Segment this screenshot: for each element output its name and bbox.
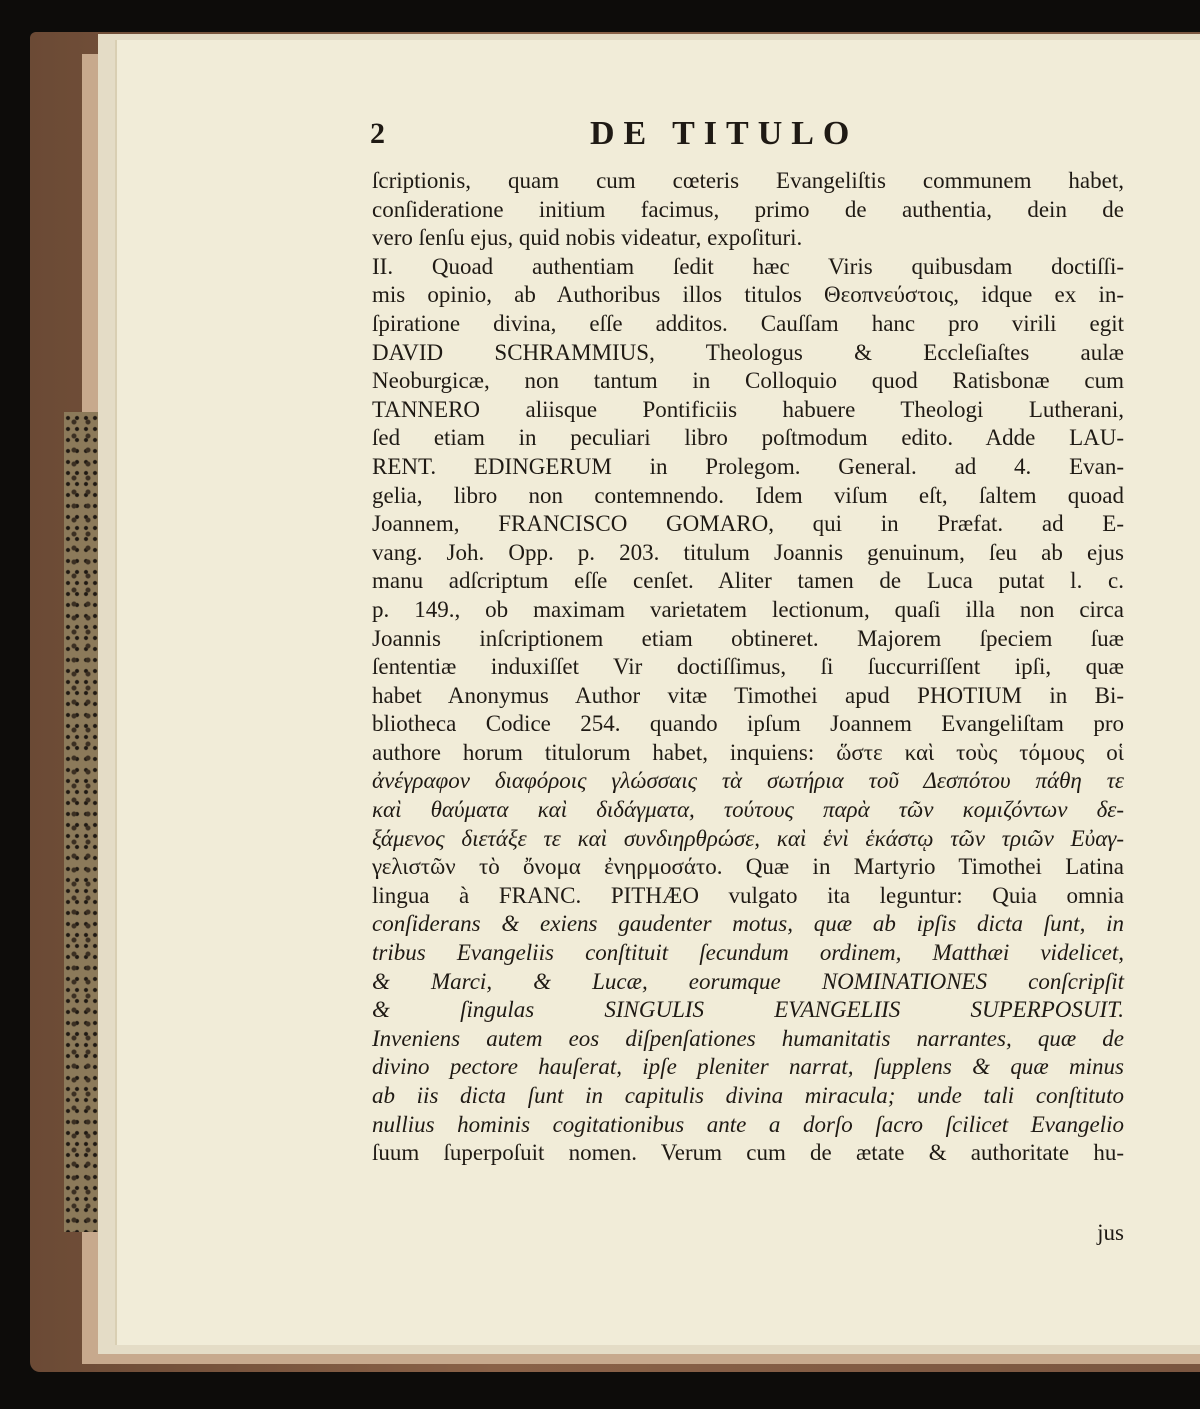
- text-line: divino pectore hauſerat, ipſe pleniter narrat, ſupplens & quæ minus: [372, 1054, 1124, 1080]
- text-line: ſed etiam in peculiari libro poſtmodum edito. Adde LAU-: [372, 425, 1124, 451]
- text-line: Joannis inſcriptionem etiam obtineret. Majorem ſpeciem ſuæ: [372, 625, 1124, 651]
- text-line: bliotheca Codice 254. quando ipſum Joannem Evangeliſtam pro: [372, 711, 1124, 737]
- text-line: II. Quoad authentiam ſedit hæc Viris quibusdam doctiſſi-: [372, 253, 1124, 279]
- catchword: jus: [1097, 1220, 1124, 1245]
- page-header: [260, 115, 1135, 163]
- text-line: DAVID SCHRAMMIUS, Theologus & Eccleſiaſtes aulæ: [372, 339, 1124, 365]
- text-line: mis opinio, ab Authoribus illos titulos Θεοπνεύστοις, idque ex in-: [372, 282, 1124, 308]
- text-line: ab iis dicta ſunt in capitulis divina miracula; unde tali conſtituto: [372, 1083, 1124, 1108]
- text-line: authore horum titulorum habet, inquiens: ὥστε καὶ τοὺς τόμους οἱ: [372, 739, 1124, 765]
- page-number: 2: [370, 117, 385, 150]
- text-line: p. 149., ob maximam varietatem lectionum, quaſi illa non circa: [372, 596, 1124, 622]
- page-content: [260, 115, 1135, 1245]
- text-line: tribus Evangeliis conſtituit ſecundum ordinem, Matthæi videlicet,: [372, 940, 1124, 966]
- text-line: lingua à FRANC. PITHÆO vulgato ita leguntur: Quia omnia: [372, 882, 1124, 908]
- text-line: Joannem, FRANCISCO GOMARO, qui in Præfat. ad E-: [372, 511, 1124, 537]
- running-title: DE TITULO: [590, 115, 859, 152]
- text-line: manu adſcriptum eſſe cenſet. Aliter tamen de Luca putat l. c.: [372, 568, 1124, 594]
- text-line: TANNERO aliisque Pontificiis habuere Theologi Lutherani,: [372, 396, 1124, 422]
- text-line: & ſingulas SINGULIS EVANGELIIS SUPERPOSUIT.: [372, 997, 1124, 1023]
- text-line: habet Anonymus Author vitæ Timothei apud PHOTIUM in Bi-: [372, 682, 1124, 708]
- text-line: Inveniens autem eos diſpenſationes humanitatis narrantes, quæ de: [372, 1025, 1124, 1051]
- text-line: γελιστῶν τὸ ὄνομα ἐνηρμοσάτο. Quæ in Martyrio Timothei Latina: [372, 854, 1124, 880]
- text-line: ſpiratione divina, eſſe additos. Cauſſam hanc pro virili egit: [372, 310, 1124, 336]
- text-line: ſententiæ induxiſſet Vir doctiſſimus, ſi ſuccurriſſent ipſi, quæ: [372, 654, 1124, 680]
- text-line: gelia, libro non contemnendo. Idem viſum eſt, ſaltem quoad: [372, 482, 1124, 508]
- text-line: nullius hominis cogitationibus ante a dorſo ſacro ſcilicet Evangelio: [372, 1111, 1124, 1137]
- body-text: [372, 167, 1124, 1168]
- text-line: ſuum ſuperpoſuit nomen. Verum cum de ætate & authoritate hu-: [372, 1140, 1124, 1166]
- text-line: ξάμενος διετάξε τε καὶ συνδιηρθρώσε, καὶ ἑνὶ ἑκάστῳ τῶν τριῶν Εὐαγ-: [372, 825, 1124, 851]
- text-line: vero ſenſu ejus, quid nobis videatur, expoſituri.: [372, 225, 803, 251]
- text-line: conſiderans & exiens gaudenter motus, quæ ab ipſis dicta ſunt, in: [372, 911, 1124, 937]
- text-line: Neoburgicæ, non tantum in Colloquio quod Ratisbonæ cum: [372, 368, 1124, 394]
- text-line: vang. Joh. Opp. p. 203. titulum Joannis genuinum, ſeu ab ejus: [372, 539, 1124, 565]
- text-line: & Marci, & Lucæ, eorumque NOMINATIONES conſcripſit: [372, 968, 1124, 994]
- text-line: ſcriptionis, quam cum cœteris Evangeliſtis communem habet,: [372, 168, 1124, 193]
- text-line: καὶ θαύματα καὶ διδάγματα, τούτους παρὰ τῶν κομιζόντων δε-: [372, 797, 1124, 823]
- text-line: conſideratione initium facimus, primo de authentia, dein de: [372, 196, 1124, 222]
- text-line: RENT. EDINGERUM in Prolegom. General. ad 4. Evan-: [372, 453, 1124, 479]
- text-line: ἀνέγραφον διαφόροις γλώσσαις τὰ σωτήρια τοῦ Δεσπότου πάθη τε: [372, 768, 1124, 794]
